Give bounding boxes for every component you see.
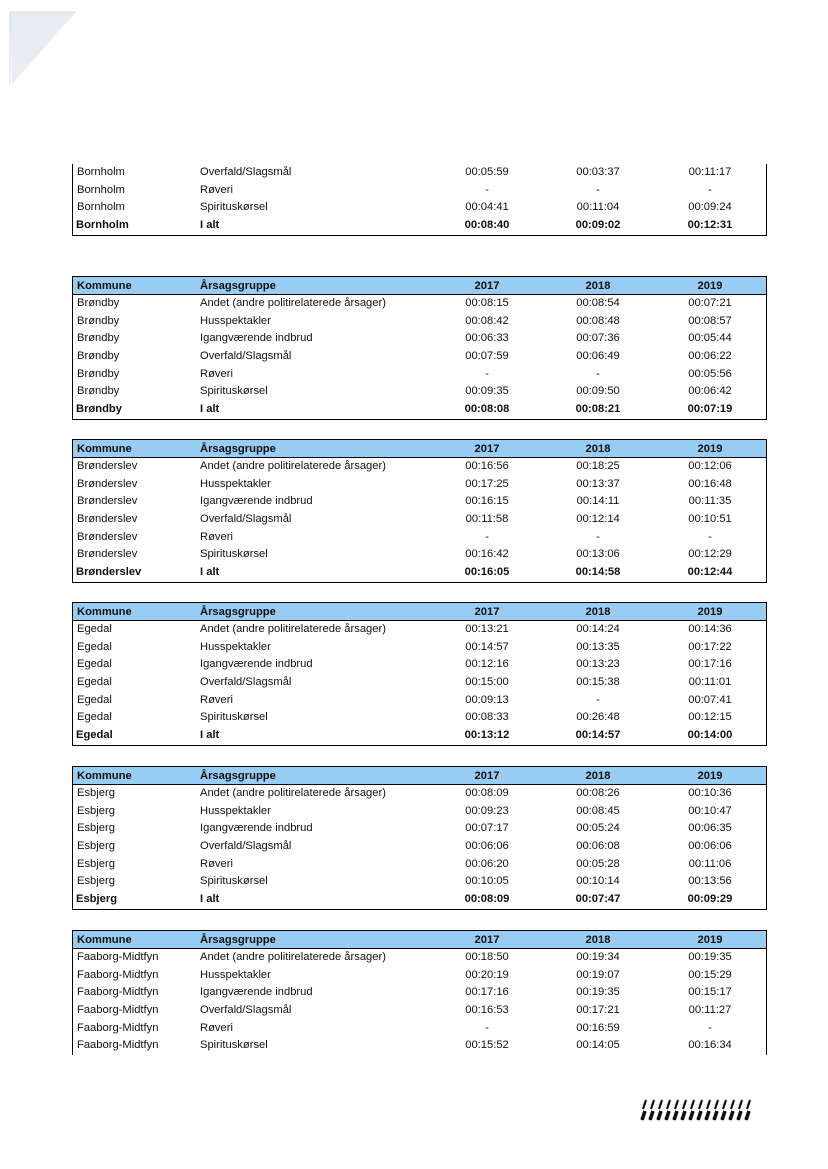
year-2017-cell: 00:08:15 [465,297,509,309]
year-2017-cell: 00:09:13 [465,693,509,706]
table-row [73,313,766,331]
kommune-cell: Bornholm [77,183,125,196]
arsagsgruppe-cell: Årsagsgruppe [200,770,276,782]
year-2018-cell: 00:05:28 [576,857,620,870]
year-2018-cell: 00:19:07 [576,968,620,981]
year-2019-cell: 00:11:01 [688,676,732,689]
table-row [73,949,766,967]
table-row [73,295,766,313]
table-row [73,383,766,401]
table-row [73,366,766,384]
year-2017-cell: 00:16:42 [465,548,509,561]
table-row [73,856,766,874]
year-2018-cell: 00:16:59 [576,1021,620,1034]
kommune-cell: Brønderslev [77,513,138,526]
year-2017-cell: 00:08:09 [465,787,509,799]
year-2018-cell: 00:07:36 [576,332,620,345]
year-2018-cell: 00:11:04 [576,201,620,214]
table-row [73,656,766,674]
kommune-cell: Faaborg-Midtfyn [77,986,159,999]
table-brondby [72,276,767,420]
year-2018-cell: 00:08:54 [576,297,620,309]
table-header-row [73,603,766,621]
kommune-cell: Egedal [77,658,112,671]
table-total-row [73,727,766,745]
arsagsgruppe-cell: Overfald/Slagsmål [200,350,292,363]
arsagsgruppe-cell: Spirituskørsel [200,385,268,398]
kommune-cell: Kommune [77,770,132,782]
year-2018-cell: 00:09:50 [576,385,620,398]
year-2017-cell: - [485,530,489,543]
year-2019-cell: 00:12:31 [687,219,733,232]
year-2019-cell: - [708,183,712,196]
year-2019-cell: 00:14:36 [688,623,732,635]
kommune-cell: Brøndby [77,385,120,398]
arsagsgruppe-cell: Røveri [200,693,233,706]
year-2017-cell: 2017 [474,606,500,618]
kommune-cell: Egedal [77,640,112,653]
arsagsgruppe-cell: Røveri [200,530,233,543]
table-bornholm [72,164,767,236]
year-2019-cell: 00:13:56 [688,875,732,888]
table-row [73,182,766,200]
year-2019-cell: 00:09:29 [687,893,733,906]
page-stamp-barcode [639,1097,755,1121]
year-2017-cell: 00:07:17 [465,822,509,835]
year-2019-cell: 00:11:27 [688,1004,732,1017]
kommune-cell: Brøndby [77,350,120,363]
table-row [73,546,766,564]
table-row [73,803,766,821]
year-2019-cell: 00:17:22 [688,640,732,653]
arsagsgruppe-cell: Årsagsgruppe [200,606,276,618]
year-2017-cell: 00:08:09 [464,893,510,906]
year-2019-cell: 00:16:34 [688,1039,732,1052]
table-row [73,639,766,657]
kommune-cell: Brøndby [77,297,120,309]
table-esbjerg [72,766,767,910]
year-2019-cell: 00:06:35 [688,822,732,835]
year-2019-cell: 00:15:29 [688,968,732,981]
year-2019-cell: 00:17:16 [688,658,732,671]
year-2017-cell: - [485,183,489,196]
year-2017-cell: 00:08:33 [465,711,509,724]
year-2019-cell: 00:10:36 [688,787,732,799]
year-2017-cell: 2017 [474,770,500,782]
table-total-row [73,891,766,909]
kommune-cell: Brøndby [76,403,122,416]
page-corner-fold [0,0,80,90]
arsagsgruppe-cell: Røveri [200,857,233,870]
kommune-cell: Esbjerg [77,822,115,835]
year-2017-cell: 00:16:15 [465,495,509,508]
year-2019-cell: 00:07:19 [687,403,733,416]
year-2019-cell: 00:10:47 [688,804,732,817]
arsagsgruppe-cell: Spirituskørsel [200,548,268,561]
table-header-row [73,767,766,785]
arsagsgruppe-cell: Igangværende indbrud [200,495,313,508]
year-2019-cell: 00:12:44 [687,566,733,579]
arsagsgruppe-cell: Igangværende indbrud [200,658,313,671]
table-row [73,458,766,476]
year-2018-cell: - [596,530,600,543]
year-2017-cell: - [485,1021,489,1034]
arsagsgruppe-cell: Spirituskørsel [200,1039,268,1052]
year-2019-cell: - [708,1021,712,1034]
kommune-cell: Egedal [77,623,112,635]
year-2018-cell: 00:13:37 [576,477,620,490]
year-2017-cell: 00:08:08 [464,403,510,416]
year-2017-cell: 00:09:23 [465,804,509,817]
year-2018-cell: 2018 [585,606,611,618]
table-row [73,709,766,727]
table-row [73,511,766,529]
table-row [73,199,766,217]
year-2019-cell: - [708,530,712,543]
table-row [73,873,766,891]
year-2018-cell: 00:09:02 [575,219,621,232]
year-2018-cell: 00:08:48 [576,314,620,327]
year-2018-cell: 00:06:08 [576,840,620,853]
year-2019-cell: 00:11:06 [688,857,732,870]
table-total-row [73,217,766,235]
year-2018-cell: 00:19:35 [576,986,620,999]
year-2017-cell: 00:17:16 [465,986,509,999]
arsagsgruppe-cell: Overfald/Slagsmål [200,840,292,853]
table-header-row [73,440,766,458]
kommune-cell: Kommune [77,280,132,292]
arsagsgruppe-cell: Andet (andre politirelaterede årsager) [200,951,386,963]
year-2017-cell: 00:07:59 [465,350,509,363]
table-total-row [73,401,766,419]
kommune-cell: Brønderslev [77,460,138,472]
year-2017-cell: 00:18:50 [465,951,509,963]
kommune-cell: Esbjerg [76,893,118,906]
kommune-cell: Faaborg-Midtfyn [77,1004,159,1017]
arsagsgruppe-cell: Røveri [200,367,233,380]
kommune-cell: Faaborg-Midtfyn [77,1021,159,1034]
year-2019-cell: 00:12:15 [688,711,732,724]
kommune-cell: Brønderslev [76,566,142,579]
arsagsgruppe-cell: Husspektakler [200,314,271,327]
arsagsgruppe-cell: Spirituskørsel [200,201,268,214]
table-row [73,621,766,639]
kommune-cell: Egedal [77,676,112,689]
year-2019-cell: 00:08:57 [688,314,732,327]
table-row [73,476,766,494]
table-row [73,1037,766,1055]
kommune-cell: Brøndby [77,332,120,345]
year-2017-cell: 00:20:19 [465,968,509,981]
year-2017-cell: 00:06:33 [465,332,509,345]
year-2017-cell: 00:09:35 [465,385,509,398]
table-total-row [73,564,766,582]
year-2018-cell: 00:14:58 [575,566,621,579]
year-2017-cell: 00:17:25 [465,477,509,490]
kommune-cell: Egedal [77,711,112,724]
year-2018-cell: 00:03:37 [576,166,620,178]
year-2018-cell: 00:14:11 [576,495,620,508]
table-row [73,1002,766,1020]
arsagsgruppe-cell: Årsagsgruppe [200,934,276,946]
kommune-cell: Kommune [77,443,132,455]
year-2018-cell: 00:17:21 [576,1004,620,1017]
year-2018-cell: - [596,693,600,706]
arsagsgruppe-cell: Andet (andre politirelaterede årsager) [200,297,386,309]
year-2017-cell: 00:13:12 [464,729,510,742]
year-2018-cell: 00:26:48 [576,711,620,724]
arsagsgruppe-cell: Andet (andre politirelaterede årsager) [200,460,386,472]
year-2018-cell: - [596,183,600,196]
year-2017-cell: 00:16:56 [465,460,509,472]
arsagsgruppe-cell: Husspektakler [200,804,271,817]
year-2017-cell: 00:16:05 [464,566,510,579]
year-2018-cell: 2018 [585,443,611,455]
kommune-cell: Brønderslev [77,477,138,490]
arsagsgruppe-cell: I alt [200,403,220,416]
year-2017-cell: 00:15:00 [465,676,509,689]
year-2019-cell: 00:06:06 [688,840,732,853]
arsagsgruppe-cell: I alt [200,219,220,232]
year-2017-cell: 00:12:16 [465,658,509,671]
kommune-cell: Esbjerg [77,857,115,870]
arsagsgruppe-cell: Husspektakler [200,968,271,981]
year-2018-cell: 00:15:38 [576,676,620,689]
kommune-cell: Esbjerg [77,787,115,799]
year-2018-cell: 00:13:23 [576,658,620,671]
year-2019-cell: 00:12:06 [688,460,732,472]
kommune-cell: Bornholm [77,166,125,178]
year-2018-cell: 00:18:25 [576,460,620,472]
year-2019-cell: 00:07:21 [688,297,732,309]
year-2019-cell: 00:09:24 [688,201,732,214]
year-2017-cell: 00:15:52 [465,1039,509,1052]
kommune-cell: Brønderslev [77,548,138,561]
year-2018-cell: 00:19:34 [576,951,620,963]
arsagsgruppe-cell: Spirituskørsel [200,711,268,724]
year-2019-cell: 2019 [697,606,723,618]
arsagsgruppe-cell: I alt [200,893,220,906]
kommune-cell: Brøndby [77,367,120,380]
kommune-cell: Brønderslev [77,530,138,543]
year-2018-cell: 00:12:14 [576,513,620,526]
year-2018-cell: 00:14:24 [576,623,620,635]
year-2017-cell: 2017 [474,934,500,946]
table-row [73,967,766,985]
table-row [73,330,766,348]
arsagsgruppe-cell: Husspektakler [200,640,271,653]
table-row [73,785,766,803]
table-row [73,529,766,547]
arsagsgruppe-cell: Husspektakler [200,477,271,490]
table-egedal [72,602,767,746]
table-faaborg-midtfyn [72,930,767,1055]
arsagsgruppe-cell: Overfald/Slagsmål [200,1004,292,1017]
kommune-cell: Esbjerg [77,804,115,817]
arsagsgruppe-cell: I alt [200,566,220,579]
arsagsgruppe-cell: Igangværende indbrud [200,332,313,345]
year-2019-cell: 2019 [697,770,723,782]
year-2017-cell: 2017 [474,280,500,292]
year-2019-cell: 00:15:17 [688,986,732,999]
arsagsgruppe-cell: Årsagsgruppe [200,280,276,292]
arsagsgruppe-cell: Spirituskørsel [200,875,268,888]
year-2017-cell: - [485,367,489,380]
arsagsgruppe-cell: Røveri [200,1021,233,1034]
table-row [73,348,766,366]
year-2017-cell: 00:08:42 [465,314,509,327]
table-row [73,1020,766,1038]
year-2017-cell: 00:10:05 [465,875,509,888]
table-row [73,692,766,710]
year-2019-cell: 00:06:22 [688,350,732,363]
kommune-cell: Brøndby [77,314,120,327]
year-2018-cell: 2018 [585,934,611,946]
year-2018-cell: - [596,367,600,380]
kommune-cell: Faaborg-Midtfyn [77,968,159,981]
year-2019-cell: 00:11:17 [688,166,732,178]
table-row [73,984,766,1002]
arsagsgruppe-cell: Overfald/Slagsmål [200,513,292,526]
year-2018-cell: 00:10:14 [576,875,620,888]
kommune-cell: Bornholm [76,219,129,232]
year-2018-cell: 2018 [585,280,611,292]
kommune-cell: Esbjerg [77,875,115,888]
arsagsgruppe-cell: I alt [200,729,220,742]
arsagsgruppe-cell: Årsagsgruppe [200,443,276,455]
year-2018-cell: 00:06:49 [576,350,620,363]
year-2018-cell: 00:08:21 [575,403,621,416]
arsagsgruppe-cell: Overfald/Slagsmål [200,676,292,689]
kommune-cell: Esbjerg [77,840,115,853]
year-2018-cell: 00:08:45 [576,804,620,817]
year-2017-cell: 00:16:53 [465,1004,509,1017]
year-2018-cell: 2018 [585,770,611,782]
year-2019-cell: 2019 [697,443,723,455]
year-2017-cell: 00:13:21 [465,623,509,635]
arsagsgruppe-cell: Andet (andre politirelaterede årsager) [200,623,386,635]
table-row [73,838,766,856]
table-row [73,820,766,838]
arsagsgruppe-cell: Overfald/Slagsmål [200,166,292,178]
year-2018-cell: 00:14:57 [575,729,621,742]
arsagsgruppe-cell: Igangværende indbrud [200,986,313,999]
kommune-cell: Egedal [76,729,113,742]
year-2019-cell: 00:06:42 [688,385,732,398]
year-2018-cell: 00:08:26 [576,787,620,799]
year-2019-cell: 00:11:35 [688,495,732,508]
year-2019-cell: 00:05:44 [688,332,732,345]
kommune-cell: Faaborg-Midtfyn [77,1039,159,1052]
year-2018-cell: 00:14:05 [576,1039,620,1052]
year-2017-cell: 00:06:06 [465,840,509,853]
year-2018-cell: 00:13:06 [576,548,620,561]
year-2018-cell: 00:13:35 [576,640,620,653]
kommune-cell: Brønderslev [77,495,138,508]
year-2017-cell: 00:14:57 [465,640,509,653]
year-2019-cell: 00:19:35 [688,951,732,963]
kommune-cell: Faaborg-Midtfyn [77,951,159,963]
table-header-row [73,931,766,949]
table-header-row [73,277,766,295]
year-2017-cell: 00:11:58 [465,513,509,526]
kommune-cell: Egedal [77,693,112,706]
year-2017-cell: 00:04:41 [465,201,509,214]
arsagsgruppe-cell: Igangværende indbrud [200,822,313,835]
year-2019-cell: 00:05:56 [688,367,732,380]
table-bronderslev [72,439,767,583]
arsagsgruppe-cell: Røveri [200,183,233,196]
year-2019-cell: 00:07:41 [688,693,732,706]
table-row [73,493,766,511]
table-row [73,164,766,182]
year-2017-cell: 00:06:20 [465,857,509,870]
year-2018-cell: 00:05:24 [576,822,620,835]
year-2017-cell: 2017 [474,443,500,455]
year-2019-cell: 00:10:51 [688,513,732,526]
kommune-cell: Kommune [77,606,132,618]
year-2019-cell: 00:14:00 [687,729,733,742]
year-2019-cell: 00:12:29 [688,548,732,561]
kommune-cell: Kommune [77,934,132,946]
year-2017-cell: 00:05:59 [465,166,509,178]
kommune-cell: Bornholm [77,201,125,214]
year-2018-cell: 00:07:47 [575,893,621,906]
table-row [73,674,766,692]
year-2019-cell: 2019 [697,280,723,292]
year-2019-cell: 00:16:48 [688,477,732,490]
arsagsgruppe-cell: Andet (andre politirelaterede årsager) [200,787,386,799]
year-2019-cell: 2019 [697,934,723,946]
year-2017-cell: 00:08:40 [464,219,510,232]
